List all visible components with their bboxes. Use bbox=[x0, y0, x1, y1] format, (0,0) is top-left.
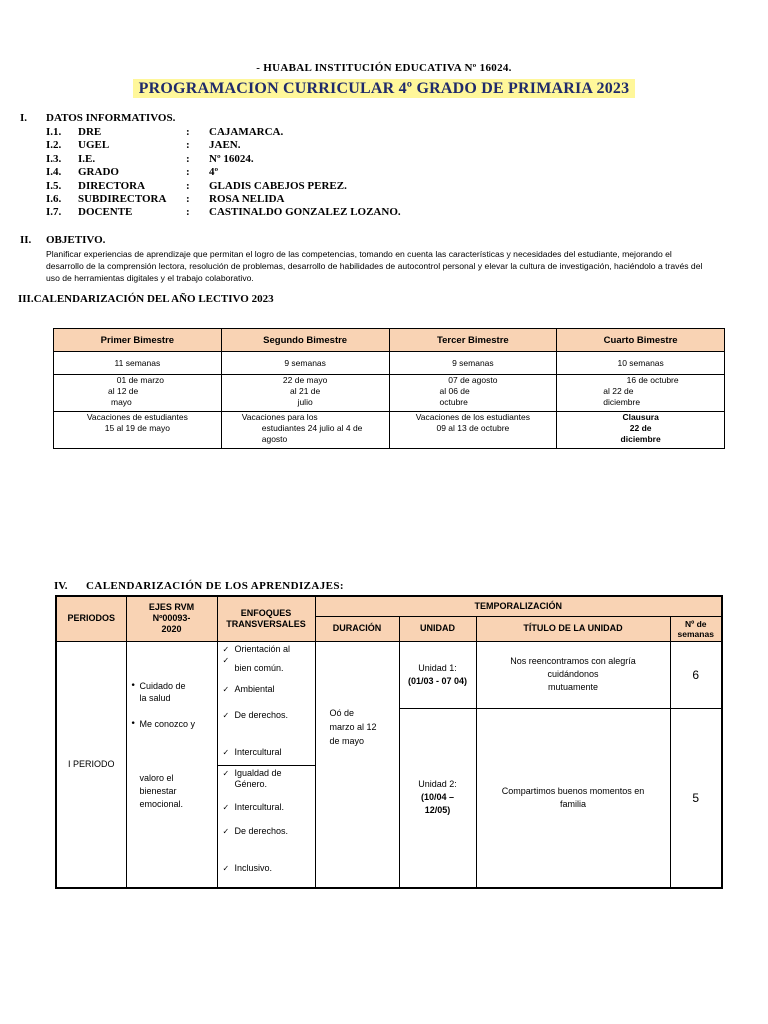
periodo-cell: I PERIODO bbox=[56, 641, 126, 888]
section1-heading: DATOS INFORMATIVOS. bbox=[46, 112, 176, 124]
section1-number: I. bbox=[20, 112, 28, 124]
unit-2-dates: 12/05) bbox=[424, 805, 451, 816]
info-separator: : bbox=[186, 166, 190, 179]
info-separator: : bbox=[186, 152, 190, 165]
header-unidad: UNIDAD bbox=[399, 616, 476, 641]
vacation-cell bbox=[54, 412, 222, 449]
section3-heading: III.CALENDARIZACIÓN DEL AÑO LECTIVO 2023 bbox=[18, 293, 274, 305]
vacation-line: 15 al 19 de mayo bbox=[104, 423, 170, 433]
info-code: I.1. bbox=[46, 126, 62, 138]
date-line: 22 de mayo bbox=[282, 375, 328, 385]
date-line: al 21 de bbox=[290, 386, 321, 396]
date-line: al 12 de bbox=[108, 386, 139, 396]
enfoque-item: ✓ Intercultural. bbox=[221, 802, 312, 813]
date-line: 16 de octubre bbox=[626, 375, 679, 385]
vacation-cell bbox=[389, 412, 557, 449]
eje-line: emocional. bbox=[139, 798, 184, 809]
info-label: UGEL bbox=[78, 139, 110, 152]
header-bimestre-1: Primer Bimestre bbox=[54, 329, 222, 352]
enfoque-line: Género. bbox=[234, 778, 268, 789]
date-line: julio bbox=[297, 397, 313, 407]
vacation-cell bbox=[557, 412, 725, 449]
unit-1-title-line: cuidándonos bbox=[547, 669, 599, 679]
info-label: SUBDIRECTORA bbox=[78, 193, 167, 205]
vacation-line: Vacaciones de estudiantes bbox=[86, 412, 188, 422]
info-code: I.3. bbox=[46, 152, 62, 165]
eje-line: bienestar bbox=[139, 785, 177, 796]
date-line: octubre bbox=[439, 397, 468, 407]
enfoque-item: ✓ Intercultural bbox=[221, 747, 312, 758]
eje-line: valoro el bbox=[139, 772, 174, 783]
date-line: al 06 de bbox=[439, 386, 470, 396]
calendar-header-row bbox=[54, 329, 725, 352]
weeks-cell: 9 semanas bbox=[221, 352, 389, 375]
info-label: I.E. bbox=[78, 152, 96, 165]
duracion-line: de mayo bbox=[329, 735, 365, 746]
unit-2-name: Unidad 2: bbox=[418, 779, 457, 790]
page-title bbox=[0, 80, 768, 98]
enfoque-item: ✓ Ambiental bbox=[221, 684, 312, 695]
header-ejes-line: 2020 bbox=[161, 624, 182, 635]
header-titulo: TÍTULO DE LA UNIDAD bbox=[476, 616, 670, 641]
header-enfoques-line: ENFOQUES bbox=[240, 607, 292, 618]
header-bimestre-4: Cuarto Bimestre bbox=[557, 329, 725, 352]
info-value: CAJAMARCA. bbox=[209, 126, 284, 138]
enfoque-item-cont: ✓ bien común. bbox=[221, 655, 312, 674]
clausura-line: diciembre bbox=[620, 434, 661, 444]
section2-heading: OBJETIVO. bbox=[46, 234, 106, 246]
vacation-line: 09 al 13 de octubre bbox=[436, 423, 510, 433]
unit-row-1 bbox=[56, 641, 722, 708]
header-enfoques bbox=[217, 596, 315, 641]
info-code: I.5. bbox=[46, 179, 62, 192]
header-duracion: DURACIÓN bbox=[315, 616, 399, 641]
enfoque-item: ✓ Inclusivo. bbox=[221, 863, 312, 874]
enfoque-item: ✓ Orientación al bbox=[221, 644, 312, 655]
duracion-cell bbox=[315, 641, 399, 888]
eje-item bbox=[130, 680, 214, 704]
info-separator: : bbox=[186, 126, 190, 138]
info-value: ROSA NELIDA bbox=[209, 193, 285, 205]
date-line: al 22 de bbox=[603, 386, 634, 396]
dates-cell bbox=[221, 375, 389, 412]
header-bimestre-3: Tercer Bimestre bbox=[389, 329, 557, 352]
duracion-line: marzo al 12 bbox=[329, 721, 377, 732]
clausura-line: 22 de bbox=[629, 423, 652, 433]
date-line: diciembre bbox=[603, 397, 641, 407]
learning-header-row bbox=[56, 596, 722, 616]
section4-heading: CALENDARIZACIÓN DE LOS APRENDIZAJES: bbox=[86, 580, 344, 592]
enfoque-item: ✓ De derechos. bbox=[221, 826, 312, 837]
header-semanas-line: Nº de bbox=[684, 618, 707, 629]
header-semanas-line: semanas bbox=[677, 628, 714, 639]
unit-2-cell bbox=[399, 708, 476, 888]
dates-cell bbox=[557, 375, 725, 412]
clausura-line: Clausura bbox=[622, 412, 659, 422]
learning-calendar-table bbox=[55, 595, 723, 889]
school-calendar-table bbox=[53, 328, 725, 449]
date-line: 01 de marzo bbox=[116, 375, 164, 385]
header-ejes bbox=[126, 596, 217, 641]
enfoques-group-b bbox=[218, 766, 315, 874]
info-code: I.2. bbox=[46, 139, 62, 152]
unit-1-title-line: Nos reencontramos con alegría bbox=[510, 656, 636, 666]
section4-number: IV. bbox=[54, 580, 68, 592]
info-label: DOCENTE bbox=[78, 206, 133, 219]
info-value: JAEN. bbox=[209, 139, 241, 152]
unit-2-dates: (10/04 – bbox=[420, 792, 455, 803]
weeks-row bbox=[54, 352, 725, 375]
info-label: GRADO bbox=[78, 166, 119, 179]
enfoques-cell bbox=[217, 641, 315, 888]
weeks-cell: 10 semanas bbox=[557, 352, 725, 375]
unit-2-weeks: 5 bbox=[670, 708, 722, 888]
eje-continuation bbox=[130, 772, 214, 811]
vacation-line: estudiantes 24 julio al 4 de bbox=[261, 423, 363, 433]
section2-number: II. bbox=[20, 234, 32, 246]
dates-row bbox=[54, 375, 725, 412]
ejes-cell bbox=[126, 641, 217, 888]
unit-1-weeks: 6 bbox=[670, 641, 722, 708]
unit-1-name: Unidad 1: bbox=[418, 662, 457, 673]
info-label: DIRECTORA bbox=[78, 179, 146, 192]
eje-line: • Cuidado de bbox=[139, 680, 186, 691]
info-code: I.7. bbox=[46, 206, 62, 219]
unit-1-title-cell bbox=[476, 641, 670, 708]
info-value: 4º bbox=[209, 166, 219, 179]
date-line: 07 de agosto bbox=[448, 375, 498, 385]
eje-line: la salud bbox=[139, 692, 171, 703]
enfoque-line: ✓ Igualdad de bbox=[234, 767, 282, 778]
info-value: CASTINALDO GONZALEZ LOZANO. bbox=[209, 206, 401, 219]
dates-cell bbox=[389, 375, 557, 412]
institution-line: - HUABAL INSTITUCIÓN EDUCATIVA Nº 16024. bbox=[256, 62, 512, 74]
info-label: DRE bbox=[78, 126, 102, 138]
info-separator: : bbox=[186, 179, 190, 192]
objective-text: Planificar experiencias de aprendizaje que permitan el logro de las competencias, tomando en cuenta las características y necesidades del estudiante, mejorando el desarrollo de la comprensión lectora, resolución de problemas, desarrollo de habilidades de autocontrol personal y elevar la cultura de investigación, haciéndolo a través del uso de herramientas digitales y el trabajo colaborativo. bbox=[46, 249, 703, 283]
vacations-row bbox=[54, 412, 725, 449]
enfoque-item bbox=[221, 768, 312, 790]
dates-cell bbox=[54, 375, 222, 412]
page-title-text: PROGRAMACION CURRICULAR 4º GRADO DE PRIMARIA 2023 bbox=[133, 79, 636, 98]
info-separator: : bbox=[186, 193, 190, 205]
vacation-cell bbox=[221, 412, 389, 449]
duracion-line: Oó de bbox=[329, 707, 355, 718]
info-value: Nº 16024. bbox=[209, 152, 254, 165]
unit-2-title-line: Compartimos buenos momentos en bbox=[501, 785, 645, 796]
enfoques-group-a bbox=[218, 642, 315, 766]
unit-1-dates: (01/03 - 07 04) bbox=[407, 675, 468, 686]
header-temporalizacion: TEMPORALIZACIÓN bbox=[315, 596, 722, 616]
unit-2-title-cell bbox=[476, 708, 670, 888]
header-semanas bbox=[670, 616, 722, 641]
info-code: I.4. bbox=[46, 166, 62, 179]
info-value: GLADIS CABEJOS PEREZ. bbox=[209, 179, 347, 192]
eje-item: • Me conozco y bbox=[130, 718, 214, 730]
info-separator: : bbox=[186, 139, 190, 152]
vacation-line: Vacaciones de los estudiantes bbox=[415, 412, 530, 422]
header-periodos: PERIODOS bbox=[56, 596, 126, 641]
header-bimestre-2: Segundo Bimestre bbox=[221, 329, 389, 352]
info-separator: : bbox=[186, 206, 190, 219]
header-enfoques-line: TRANSVERSALES bbox=[226, 618, 306, 629]
weeks-cell: 9 semanas bbox=[389, 352, 557, 375]
date-line: mayo bbox=[111, 397, 132, 407]
unit-2-title-line: familia bbox=[559, 798, 586, 809]
header-ejes-line: EJES RVM Nº00093- bbox=[148, 602, 195, 624]
unit-1-title-line: mutuamente bbox=[547, 682, 599, 692]
enfoque-item: ✓ De derechos. bbox=[221, 710, 312, 721]
info-code: I.6. bbox=[46, 193, 62, 205]
unit-1-cell bbox=[399, 641, 476, 708]
weeks-cell: 11 semanas bbox=[54, 352, 222, 375]
vacation-line: Vacaciones para los bbox=[241, 412, 318, 422]
vacation-line: agosto bbox=[261, 434, 288, 444]
